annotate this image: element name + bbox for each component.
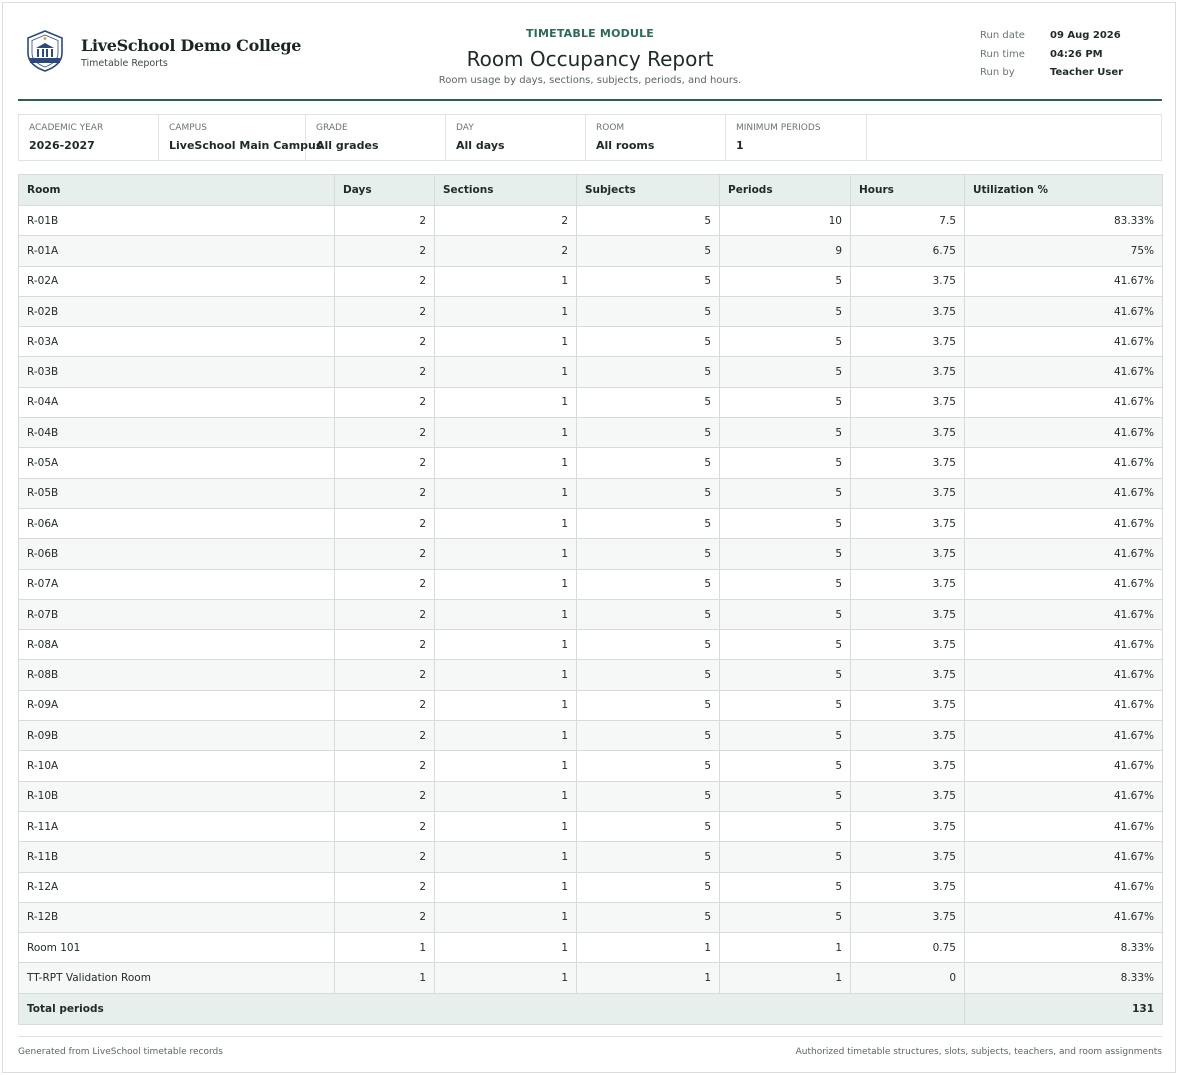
cell-utilization: 41.67% (965, 357, 1163, 387)
cell-subjects: 5 (577, 539, 720, 569)
cell-utilization: 8.33% (965, 963, 1163, 993)
cell-periods: 1 (720, 933, 851, 963)
cell-room: R-12A (19, 872, 335, 902)
cell-hours: 3.75 (851, 387, 965, 417)
meta-value: Teacher User (1050, 67, 1124, 78)
cell-periods: 5 (720, 660, 851, 690)
cell-hours: 0.75 (851, 933, 965, 963)
cell-room: R-09B (19, 721, 335, 751)
cell-subjects: 5 (577, 902, 720, 932)
cell-subjects: 1 (577, 933, 720, 963)
cell-periods: 5 (720, 357, 851, 387)
cell-room: R-06B (19, 539, 335, 569)
cell-periods: 5 (720, 418, 851, 448)
cell-sections: 1 (435, 902, 577, 932)
cell-sections: 1 (435, 630, 577, 660)
filter-value: All grades (316, 139, 379, 152)
report-footer (18, 1036, 1162, 1057)
cell-hours: 3.75 (851, 266, 965, 296)
cell-hours: 3.75 (851, 478, 965, 508)
cell-subjects: 5 (577, 206, 720, 236)
table-body (19, 206, 1163, 994)
cell-utilization: 41.67% (965, 872, 1163, 902)
cell-subjects: 1 (577, 963, 720, 993)
table-row (19, 690, 1163, 720)
table-header-row (19, 175, 1163, 206)
cell-hours: 3.75 (851, 902, 965, 932)
footer-note: Authorized timetable structures, slots, subjects, teachers, and room assignments (795, 1047, 1162, 1057)
cell-room: R-11B (19, 842, 335, 872)
filter-value: All days (456, 139, 505, 152)
cell-periods: 5 (720, 569, 851, 599)
cell-sections: 2 (435, 236, 577, 266)
report-description: Room usage by days, sections, subjects, periods, and hours. (438, 75, 742, 86)
cell-room: R-07B (19, 599, 335, 629)
cell-days: 2 (335, 296, 435, 326)
cell-hours: 3.75 (851, 660, 965, 690)
cell-sections: 1 (435, 266, 577, 296)
cell-sections: 1 (435, 842, 577, 872)
cell-hours: 3.75 (851, 751, 965, 781)
cell-subjects: 5 (577, 327, 720, 357)
cell-subjects: 5 (577, 781, 720, 811)
cell-subjects: 5 (577, 236, 720, 266)
table-row (19, 842, 1163, 872)
filter-day (446, 115, 586, 160)
cell-utilization: 41.67% (965, 296, 1163, 326)
cell-periods: 5 (720, 721, 851, 751)
cell-room: R-10A (19, 751, 335, 781)
cell-periods: 5 (720, 781, 851, 811)
cell-hours: 3.75 (851, 327, 965, 357)
filter-value: 1 (736, 139, 744, 152)
cell-room: TT-RPT Validation Room (19, 963, 335, 993)
cell-subjects: 5 (577, 690, 720, 720)
table-row (19, 387, 1163, 417)
cell-room: R-04A (19, 387, 335, 417)
filter-summary (18, 114, 1162, 161)
cell-days: 1 (335, 933, 435, 963)
filter-grade (306, 115, 446, 160)
cell-utilization: 41.67% (965, 569, 1163, 599)
cell-utilization: 41.67% (965, 418, 1163, 448)
cell-room: R-12B (19, 902, 335, 932)
cell-hours: 7.5 (851, 206, 965, 236)
filter-label: ACADEMIC YEAR (29, 123, 104, 133)
total-label: Total periods (19, 993, 965, 1024)
cell-utilization: 41.67% (965, 448, 1163, 478)
filter-campus (159, 115, 323, 160)
cell-subjects: 5 (577, 478, 720, 508)
filter-label: DAY (456, 123, 474, 133)
table-row (19, 660, 1163, 690)
cell-room: R-02B (19, 296, 335, 326)
cell-hours: 3.75 (851, 357, 965, 387)
cell-utilization: 41.67% (965, 660, 1163, 690)
cell-days: 2 (335, 387, 435, 417)
table-row (19, 872, 1163, 902)
cell-utilization: 41.67% (965, 630, 1163, 660)
filter-value: All rooms (596, 139, 655, 152)
org-name: LiveSchool Demo College (81, 36, 302, 55)
meta-run-time (980, 49, 1160, 68)
table-row (19, 569, 1163, 599)
table-row (19, 781, 1163, 811)
cell-room: R-08A (19, 630, 335, 660)
cell-hours: 3.75 (851, 599, 965, 629)
cell-room: R-03B (19, 357, 335, 387)
table-row (19, 963, 1163, 993)
cell-periods: 10 (720, 206, 851, 236)
cell-sections: 1 (435, 387, 577, 417)
cell-room: R-04B (19, 418, 335, 448)
cell-subjects: 5 (577, 811, 720, 841)
cell-hours: 3.75 (851, 690, 965, 720)
cell-subjects: 5 (577, 266, 720, 296)
cell-days: 2 (335, 508, 435, 538)
cell-subjects: 5 (577, 357, 720, 387)
cell-room: R-02A (19, 266, 335, 296)
cell-hours: 3.75 (851, 630, 965, 660)
cell-utilization: 41.67% (965, 811, 1163, 841)
cell-periods: 5 (720, 872, 851, 902)
cell-subjects: 5 (577, 387, 720, 417)
cell-periods: 5 (720, 478, 851, 508)
column-header-sections: Sections (435, 175, 577, 206)
cell-days: 1 (335, 963, 435, 993)
cell-sections: 1 (435, 660, 577, 690)
table-total-row (19, 993, 1163, 1024)
cell-utilization: 41.67% (965, 478, 1163, 508)
cell-sections: 1 (435, 296, 577, 326)
table-row (19, 327, 1163, 357)
table-row (19, 599, 1163, 629)
cell-sections: 1 (435, 690, 577, 720)
cell-room: R-05B (19, 478, 335, 508)
filter-room (586, 115, 726, 160)
cell-sections: 1 (435, 751, 577, 781)
cell-hours: 3.75 (851, 569, 965, 599)
cell-days: 2 (335, 448, 435, 478)
cell-sections: 1 (435, 448, 577, 478)
cell-room: Room 101 (19, 933, 335, 963)
cell-days: 2 (335, 236, 435, 266)
column-header-subjects: Subjects (577, 175, 720, 206)
cell-sections: 1 (435, 781, 577, 811)
cell-room: R-01B (19, 206, 335, 236)
cell-subjects: 5 (577, 599, 720, 629)
cell-subjects: 5 (577, 448, 720, 478)
filter-label: MINIMUM PERIODS (736, 123, 821, 133)
cell-sections: 1 (435, 418, 577, 448)
table-row (19, 478, 1163, 508)
cell-periods: 5 (720, 599, 851, 629)
cell-subjects: 5 (577, 751, 720, 781)
column-header-room: Room (19, 175, 335, 206)
column-header-hours: Hours (851, 175, 965, 206)
cell-room: R-06A (19, 508, 335, 538)
cell-periods: 5 (720, 296, 851, 326)
cell-subjects: 5 (577, 508, 720, 538)
table-row (19, 508, 1163, 538)
cell-sections: 1 (435, 357, 577, 387)
filter-label: CAMPUS (169, 123, 207, 133)
cell-room: R-11A (19, 811, 335, 841)
cell-hours: 3.75 (851, 721, 965, 751)
cell-periods: 5 (720, 902, 851, 932)
cell-subjects: 5 (577, 842, 720, 872)
page-title: Room Occupancy Report (466, 47, 714, 71)
meta-label: Run time (980, 48, 1025, 60)
cell-periods: 5 (720, 327, 851, 357)
cell-days: 2 (335, 630, 435, 660)
cell-room: R-07A (19, 569, 335, 599)
cell-sections: 1 (435, 963, 577, 993)
column-header-days: Days (335, 175, 435, 206)
cell-days: 2 (335, 842, 435, 872)
cell-periods: 5 (720, 751, 851, 781)
cell-sections: 2 (435, 206, 577, 236)
room-occupancy-table (18, 174, 1163, 1025)
meta-run-by (980, 67, 1160, 86)
cell-days: 2 (335, 872, 435, 902)
cell-subjects: 5 (577, 721, 720, 751)
cell-days: 2 (335, 781, 435, 811)
cell-room: R-05A (19, 448, 335, 478)
cell-room: R-03A (19, 327, 335, 357)
cell-sections: 1 (435, 508, 577, 538)
cell-periods: 5 (720, 630, 851, 660)
cell-hours: 3.75 (851, 418, 965, 448)
cell-room: R-09A (19, 690, 335, 720)
cell-periods: 5 (720, 842, 851, 872)
table-row (19, 448, 1163, 478)
table-row (19, 206, 1163, 236)
org-subtitle: Timetable Reports (81, 58, 168, 69)
column-header-utilization: Utilization % (965, 175, 1163, 206)
cell-sections: 1 (435, 478, 577, 508)
cell-days: 2 (335, 599, 435, 629)
cell-days: 2 (335, 206, 435, 236)
cell-periods: 5 (720, 811, 851, 841)
cell-room: R-01A (19, 236, 335, 266)
cell-hours: 6.75 (851, 236, 965, 266)
cell-periods: 5 (720, 266, 851, 296)
cell-subjects: 5 (577, 296, 720, 326)
cell-sections: 1 (435, 811, 577, 841)
table-row (19, 721, 1163, 751)
filter-value: 2026-2027 (29, 139, 95, 152)
cell-utilization: 41.67% (965, 690, 1163, 720)
cell-sections: 1 (435, 539, 577, 569)
cell-days: 2 (335, 539, 435, 569)
module-label: TIMETABLE MODULE (525, 27, 655, 40)
college-crest-icon (24, 29, 66, 73)
cell-hours: 3.75 (851, 508, 965, 538)
cell-days: 2 (335, 478, 435, 508)
table-row (19, 811, 1163, 841)
cell-room: R-10B (19, 781, 335, 811)
column-header-periods: Periods (720, 175, 851, 206)
cell-utilization: 83.33% (965, 206, 1163, 236)
cell-hours: 3.75 (851, 872, 965, 902)
cell-subjects: 5 (577, 418, 720, 448)
table-row (19, 266, 1163, 296)
cell-days: 2 (335, 660, 435, 690)
cell-sections: 1 (435, 872, 577, 902)
cell-utilization: 75% (965, 236, 1163, 266)
table-row (19, 539, 1163, 569)
footer-source: Generated from LiveSchool timetable records (18, 1047, 223, 1057)
filter-academic-year (19, 115, 159, 160)
filter-value: LiveSchool Main Campus (169, 139, 323, 152)
filter-label: ROOM (596, 123, 625, 133)
cell-room: R-08B (19, 660, 335, 690)
total-value: 131 (965, 993, 1163, 1024)
cell-sections: 1 (435, 569, 577, 599)
cell-hours: 3.75 (851, 842, 965, 872)
cell-periods: 5 (720, 508, 851, 538)
table-row (19, 357, 1163, 387)
filter-minimum-periods (726, 115, 867, 160)
cell-subjects: 5 (577, 872, 720, 902)
cell-days: 2 (335, 690, 435, 720)
cell-utilization: 41.67% (965, 266, 1163, 296)
cell-days: 2 (335, 327, 435, 357)
report-page (2, 2, 1176, 1073)
cell-days: 2 (335, 721, 435, 751)
cell-sections: 1 (435, 721, 577, 751)
meta-value: 09 Aug 2026 (1050, 30, 1121, 41)
cell-periods: 5 (720, 539, 851, 569)
table-row (19, 418, 1163, 448)
cell-utilization: 41.67% (965, 721, 1163, 751)
meta-label: Run by (980, 67, 1015, 78)
meta-value: 04:26 PM (1050, 48, 1103, 60)
meta-label: Run date (980, 30, 1025, 41)
cell-hours: 0 (851, 963, 965, 993)
table-row (19, 751, 1163, 781)
cell-utilization: 41.67% (965, 781, 1163, 811)
table-row (19, 933, 1163, 963)
cell-sections: 1 (435, 933, 577, 963)
cell-hours: 3.75 (851, 539, 965, 569)
cell-utilization: 41.67% (965, 842, 1163, 872)
cell-hours: 3.75 (851, 781, 965, 811)
table-row (19, 630, 1163, 660)
cell-utilization: 41.67% (965, 387, 1163, 417)
cell-hours: 3.75 (851, 296, 965, 326)
cell-days: 2 (335, 811, 435, 841)
cell-sections: 1 (435, 327, 577, 357)
cell-periods: 5 (720, 387, 851, 417)
cell-subjects: 5 (577, 660, 720, 690)
filter-label: GRADE (316, 123, 348, 133)
cell-utilization: 41.67% (965, 327, 1163, 357)
cell-days: 2 (335, 357, 435, 387)
cell-utilization: 41.67% (965, 599, 1163, 629)
cell-days: 2 (335, 902, 435, 932)
cell-periods: 5 (720, 448, 851, 478)
cell-days: 2 (335, 569, 435, 599)
cell-subjects: 5 (577, 569, 720, 599)
cell-days: 2 (335, 751, 435, 781)
cell-days: 2 (335, 418, 435, 448)
cell-utilization: 8.33% (965, 933, 1163, 963)
cell-utilization: 41.67% (965, 508, 1163, 538)
cell-sections: 1 (435, 599, 577, 629)
cell-periods: 5 (720, 690, 851, 720)
report-title-block (390, 27, 790, 86)
cell-periods: 9 (720, 236, 851, 266)
cell-hours: 3.75 (851, 448, 965, 478)
cell-utilization: 41.67% (965, 751, 1163, 781)
cell-days: 2 (335, 266, 435, 296)
cell-periods: 1 (720, 963, 851, 993)
cell-utilization: 41.67% (965, 539, 1163, 569)
table-row (19, 236, 1163, 266)
cell-utilization: 41.67% (965, 902, 1163, 932)
meta-run-date (980, 30, 1160, 49)
cell-subjects: 5 (577, 630, 720, 660)
report-header (18, 3, 1162, 101)
cell-hours: 3.75 (851, 811, 965, 841)
table-row (19, 296, 1163, 326)
run-meta (980, 30, 1160, 86)
table-row (19, 902, 1163, 932)
